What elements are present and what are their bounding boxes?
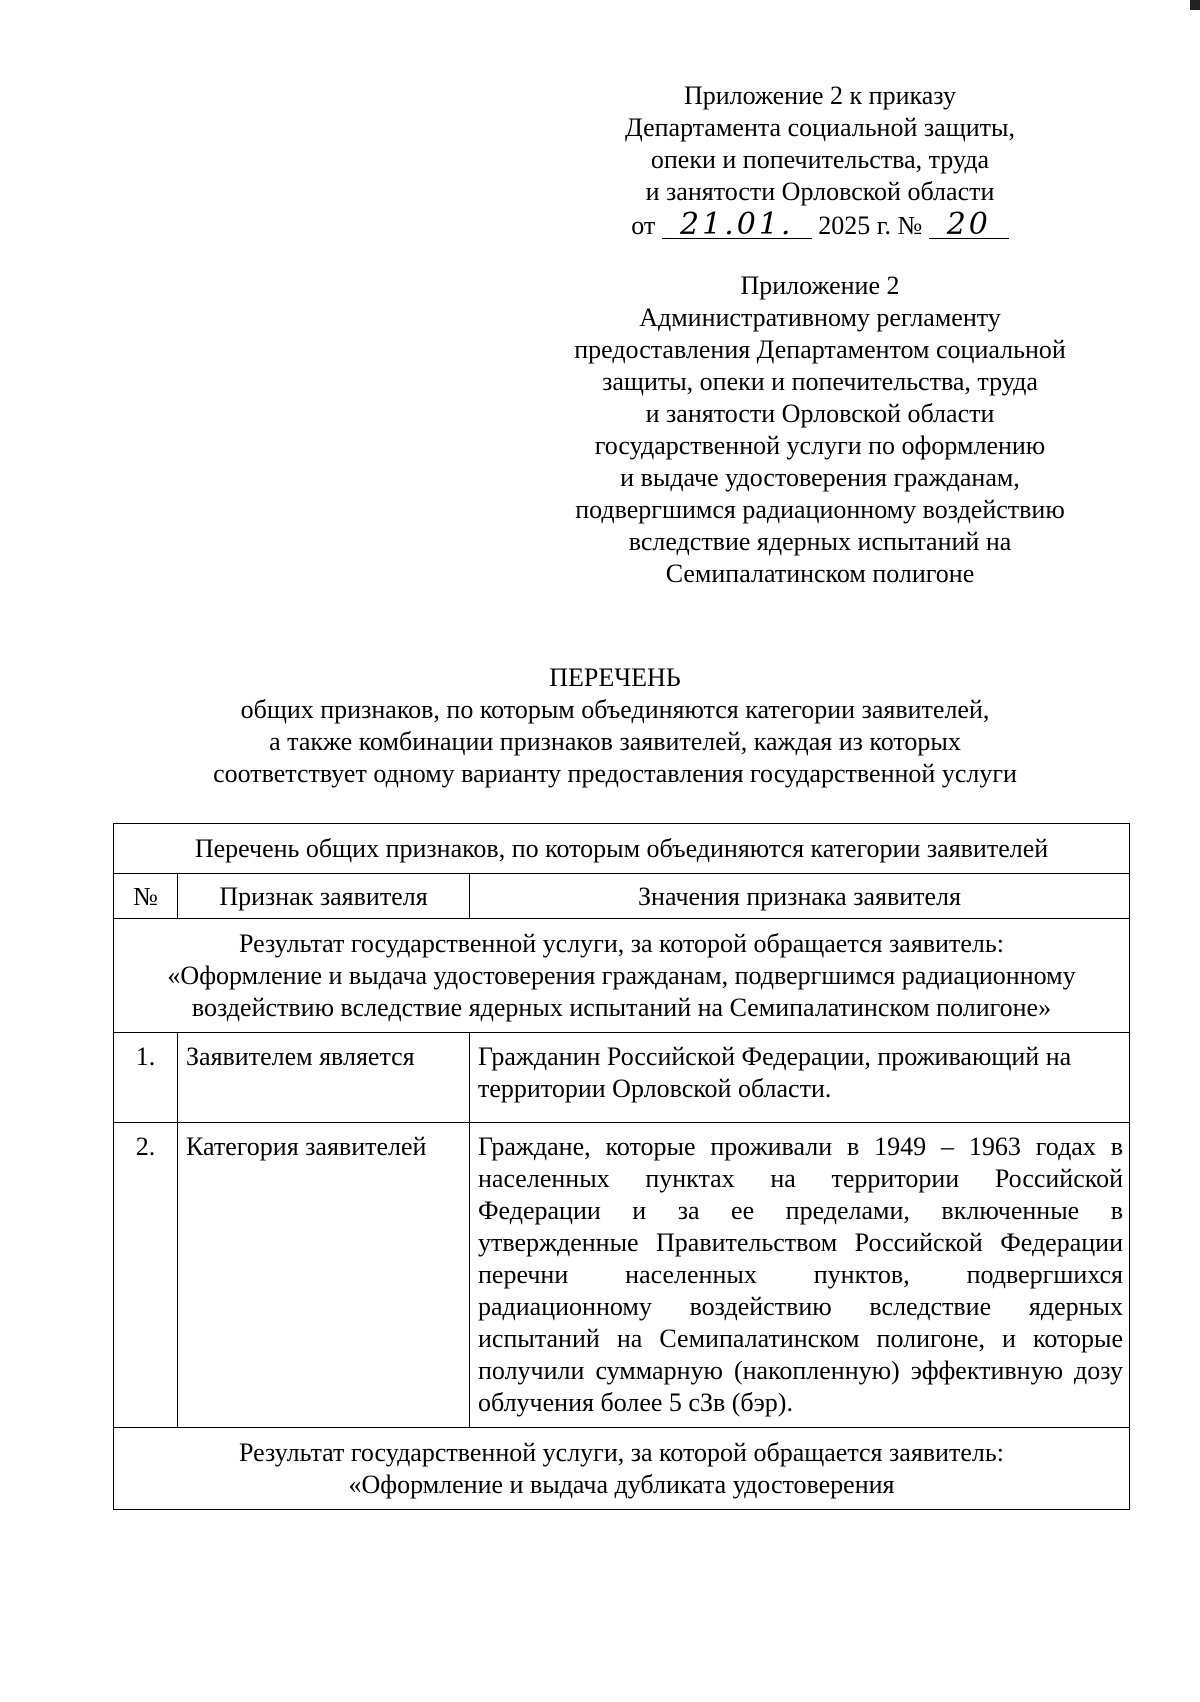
section-result-duplicate (114, 1428, 1130, 1510)
column-header-number: № (114, 874, 178, 919)
column-header-value: Значения признака заявителя (470, 874, 1130, 919)
handwritten-number: 20 (929, 212, 1009, 239)
regulation-line: Приложение 2 (740, 271, 900, 300)
title-line: а также комбинации признаков заявителей, каждая из которых (269, 727, 961, 756)
appendix-line: Департамента социальной защиты, (625, 113, 1015, 142)
regulation-line: государственной услуги по оформлению (594, 431, 1046, 460)
table-caption-row (114, 824, 1130, 874)
row-value: Граждане, которые проживали в 1949 – 1963 годах в населенных пунктах на территории Российской Федерации и за ее пределами, включенные в утвержденные Правительством Российской Федерации перечни населенных пунктов, подвергшихся радиационному воздействию вследствие ядерных испытаний на Семипалатинском полигоне, и которые получили суммарную (накопленную) эффективную дозу облучения более 5 сЗв (бэр). (470, 1123, 1130, 1428)
regulation-line: и занятости Орловской области (645, 399, 995, 428)
scan-mark (1190, 0, 1200, 10)
regulation-line: Семипалатинском полигоне (665, 559, 975, 588)
regulation-line: защиты, опеки и попечительства, труда (602, 367, 1038, 396)
appendix-line: опеки и попечительства, труда (650, 145, 990, 174)
appendix-line: Приложение 2 к приказу (683, 81, 956, 110)
regulation-line: вследствие ядерных испытаний на (628, 527, 1012, 556)
title-line: общих признаков, по которым объединяются категории заявителей, (240, 695, 990, 724)
regulation-line: и выдаче удостоверения гражданам, (620, 463, 1020, 492)
table-header-row (114, 874, 1130, 919)
criteria-table (113, 823, 1130, 1510)
order-date-line (520, 207, 1120, 242)
table-row (114, 1033, 1130, 1123)
row-attribute: Заявителем является (178, 1033, 470, 1123)
section-line: Результат государственной услуги, за которой обращается заявитель: (239, 929, 1004, 958)
section-row (114, 919, 1130, 1033)
row-value: Гражданин Российской Федерации, проживающий на территории Орловской области. (470, 1033, 1130, 1123)
section-row (114, 1428, 1130, 1510)
date-year: 2025 г. № (818, 211, 923, 240)
row-number: 2. (114, 1123, 178, 1428)
appendix-line: и занятости Орловской области (645, 177, 995, 206)
section-result-certificate (114, 919, 1130, 1033)
title-line: соответствует одному варианту предоставления государственной услуги (213, 759, 1017, 788)
table-row (114, 1123, 1130, 1428)
regulation-line: предоставления Департаментом социальной (574, 335, 1066, 364)
row-number: 1. (114, 1033, 178, 1123)
regulation-line: Административному регламенту (639, 303, 1001, 332)
section-line: «Оформление и выдача дубликата удостоверения (348, 1470, 895, 1499)
document-title (100, 662, 1130, 790)
appendix-block (520, 80, 1120, 242)
section-line: Результат государственной услуги, за которой обращается заявитель: (239, 1438, 1004, 1467)
title-heading: ПЕРЕЧЕНЬ (549, 663, 681, 692)
row-attribute: Категория заявителей (178, 1123, 470, 1428)
table-caption: Перечень общих признаков, по которым объединяются категории заявителей (114, 824, 1130, 874)
handwritten-date: 21.01. (662, 212, 812, 239)
section-line: воздействию вследствие ядерных испытаний на Семипалатинском полигоне» (191, 993, 1052, 1022)
regulation-line: подвергшимся радиационному воздействию (575, 495, 1065, 524)
section-line: «Оформление и выдача удостоверения гражданам, подвергшимся радиационному (167, 961, 1076, 990)
date-prefix: от (631, 211, 656, 240)
regulation-block (520, 270, 1120, 590)
column-header-attribute: Признак заявителя (178, 874, 470, 919)
